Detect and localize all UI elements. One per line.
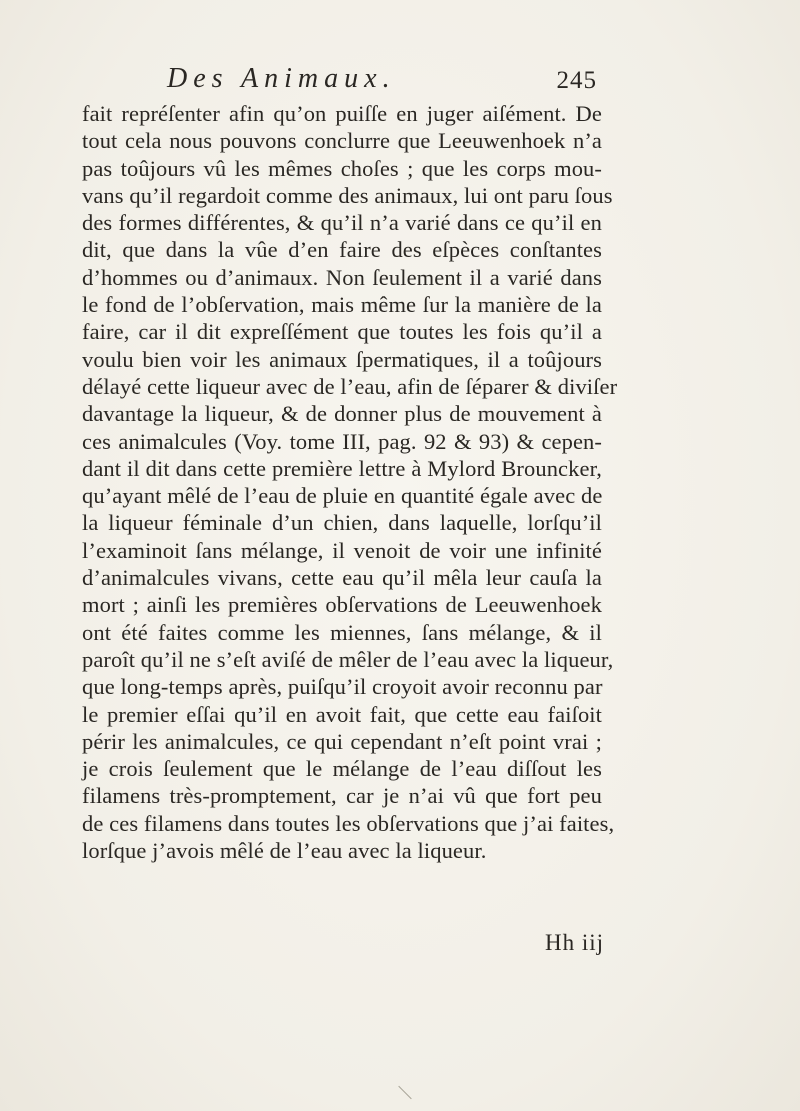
text-line: filamens très-promptement, car je n’ai vû que fort peu [82,783,602,809]
signature-mark: Hh iij [545,930,605,955]
text-line: l’examinoit ſans mélange, il venoit de voir une infinité [82,537,602,563]
page-header [167,63,597,103]
text-line: qu’ayant mêlé de l’eau de pluie en quantité égale avec de [82,483,603,509]
text-line: tout cela nous pouvons conclurre que Leeuwenhoek n’a [82,128,602,154]
text-line: vans qu’il regardoit comme des animaux, lui ont paru ſous [82,182,613,208]
text-line: je crois ſeulement que le mélange de l’eau diſſout les [82,756,602,782]
text-line: d’hommes ou d’animaux. Non ſeulement il a varié dans [82,264,602,290]
text-line: mort ; ainſi les premières obſervations de Leeuwenhoek [82,592,602,618]
text-line: ces animalcules (Voy. tome III, pag. 92 & 93) & cepen- [82,428,602,454]
text-line: le premier eſſai qu’il en avoit fait, que cette eau faiſoit [82,701,602,727]
text-line: faire, car il dit expreſſément que toutes les fois qu’il a [82,319,602,345]
text-line: périr les animalcules, ce qui cependant n’eſt point vrai ; [82,728,602,754]
paper-mark [398,1086,411,1099]
text-line: davantage la liqueur, & de donner plus de mouvement à [82,401,602,427]
text-line: de ces filamens dans toutes les obſervations que j’ai faites, [82,810,615,836]
text-line: ont été faites comme les miennes, ſans mélange, & il [82,619,602,645]
running-title: Des Animaux. [167,63,396,94]
text-line: délayé cette liqueur avec de l’eau, afin de ſéparer & diviſer [82,373,618,399]
page-number: 245 [556,67,597,94]
text-line: dit, que dans la vûe d’en faire des eſpèces conſtantes [82,237,602,263]
text-line-last: lorſque j’avois mêlé de l’eau avec la liqueur. [82,838,487,864]
text-line: paroît qu’il ne s’eſt aviſé de mêler de l’eau avec la liqueur, [82,646,614,672]
text-line: que long-temps après, puiſqu’il croyoit avoir reconnu par [82,674,603,700]
text-line: dant il dit dans cette première lettre à Mylord Brouncker, [82,455,602,481]
body-text [82,100,618,864]
text-line: voulu bien voir les animaux ſpermatiques, il a toûjours [82,346,602,372]
text-line: des formes différentes, & qu’il n’a varié dans ce qu’il en [82,210,602,236]
text-line: d’animalcules vivans, cette eau qu’il mêla leur cauſa la [82,565,602,591]
text-line: la liqueur féminale d’un chien, dans laquelle, lorſqu’il [82,510,602,536]
text-line: fait repréſenter afin qu’on puiſſe en juger aiſément. De [82,101,602,126]
text-line: le fond de l’obſervation, mais même ſur la manière de la [82,292,602,318]
text-line: pas toûjours vû les mêmes choſes ; que les corps mou- [82,155,602,181]
